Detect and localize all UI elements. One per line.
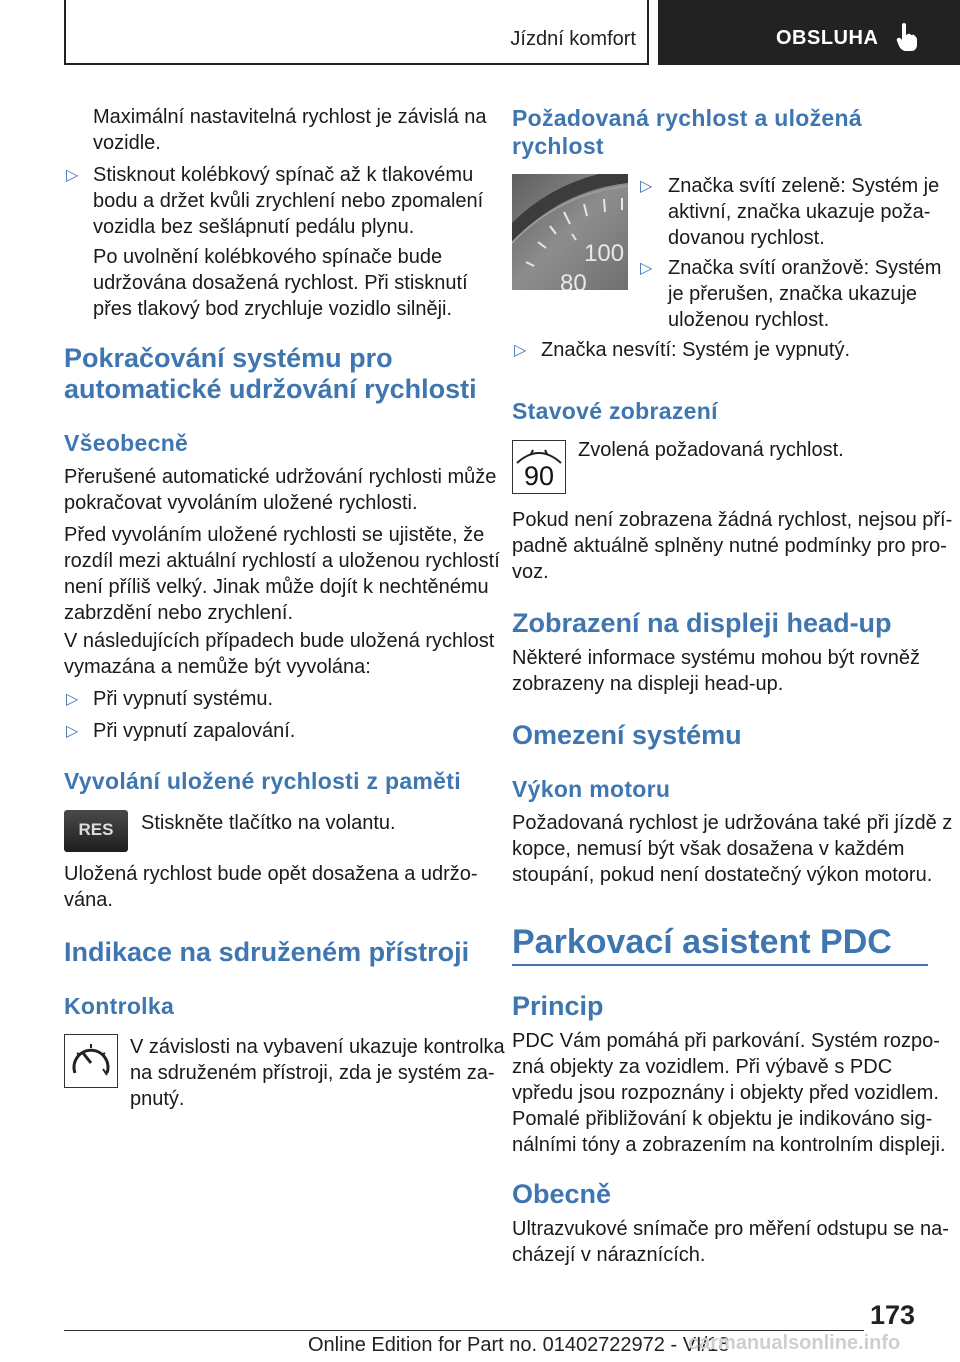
chapter-label: OBSLUHA [776,27,879,49]
section-rule [512,964,928,966]
watermark: carmanualsonline.info [688,1332,901,1354]
header-right-border [647,0,649,65]
heading-system-limits: Omezení systému [512,720,742,750]
paragraph: Maximální nastavitelná rychlost je závislá na vozidle. [93,106,487,154]
footer-edition: Online Edition for Part no. 01402722972 - VI/18 [308,1334,730,1356]
paragraph: V následujících případech bude uložená rychlost vymazána a nemůže být vyvolána: [64,630,495,678]
heading-general: Všeobecně [64,430,189,456]
heading-principle: Princip [512,991,604,1021]
paragraph: Pokud není zobrazena žádná rychlost, nejsou pří- padně aktuálně splněny nutné podmínky pro pro- voz. [512,509,953,583]
bullet-text: Značka svítí oranžově: Systém je přerušen, značka ukazuje uloženou rychlost. [668,257,942,331]
paragraph: Některé informace systému mohou být rovněž zobrazeny na displeji head-up. [512,647,920,695]
speedometer-image [512,174,628,290]
bullet-marker: ▷ [66,723,79,740]
lamp-text: V závislosti na vybavení ukazuje kontrolka na sdruženém přístroji, zda je systém za- pnutý. [130,1036,505,1110]
paragraph: Před vyvoláním uložené rychlosti se ujistěte, že rozdíl mezi aktuální rychlostí a uloženou rychlostí není příliš velký. Jinak může dojít k nechtěnému zabrzdění nebo zrychlení. [64,524,500,624]
paragraph: Požadovaná rychlost je udržována také při jízdě z kopce, nemusí být však dosažena v každém stoupání, pokud není dostatečný výkon motoru. [512,812,953,886]
paragraph: Přerušené automatické udržování rychlosti může pokračovat vyvoláním uložené rychlosti. [64,466,497,514]
paragraph: Uložená rychlost bude opět dosažena a udržo- vána. [64,863,478,911]
header-underline [64,63,649,65]
heading-general-2: Obecně [512,1179,612,1209]
paragraph: Po uvolnění kolébkového spínače bude udržována dosažená rychlost. Při stisknutí přes tlakový bod zrychluje vozidlo silněji. [93,246,468,320]
cruise-control-indicator-icon [64,1034,118,1088]
bullet-marker: ▷ [640,260,653,277]
heading-cluster-indication: Indikace na sdruženém přístroji [64,937,470,967]
bullet-text: Značka nesvítí: Systém je vypnutý. [541,339,851,361]
heading-engine-power: Výkon motoru [512,776,671,802]
heading-status-display: Stavové zobrazení [512,398,718,424]
heading-parking-assistant: Parkovací asistent PDC [512,923,892,961]
heading-recall-speed: Vyvolání uložené rychlosti z paměti [64,768,461,794]
status-text: Zvolená požadovaná rychlost. [578,439,844,461]
heading-continue-system: Pokračování systému pro automatické udržování rychlosti [64,343,477,404]
gauge-label-100: 100 [584,240,625,267]
res-button-icon: RES [64,810,128,852]
bullet-marker: ▷ [66,167,79,184]
page-number: 173 [870,1300,916,1330]
header-left-border [64,0,66,65]
heading-desired-stored-speed: Požadovaná rychlost a uložená rychlost [512,105,862,159]
pointing-hand-icon [896,22,918,57]
status-speed-icon: 90 [512,440,566,494]
paragraph: PDC Vám pomáhá při parkování. Systém rozpo- zná objekty za vozidlem. Při výbavě s PDC vpředu jsou rozpoznány i objekty před vozidlem. Pomalé přibližování k objektu je indikováno sig- nálními tóny a zobrazením na kontrolním displeji. [512,1030,946,1156]
gauge-label-80: 80 [560,270,587,290]
bullet-marker: ▷ [66,691,79,708]
paragraph: Ultrazvukové snímače pro měření odstupu se na- cházejí v náraznících. [512,1218,949,1266]
bullet-marker: ▷ [514,342,527,359]
bullet-text: Při vypnutí zapalování. [93,720,296,742]
header-chapter-tab [658,0,960,65]
bullet-text: Při vypnutí systému. [93,688,274,710]
header-section-title: Jízdní komfort [510,28,636,50]
bullet-text: Stisknout kolébkový spínač až k tlakovému bodu a držet kvůli zrychlení nebo zpomalení vozidla bez sešlápnutí pedálu plynu. [93,164,484,238]
bullet-marker: ▷ [640,178,653,195]
footer-rule [64,1330,864,1331]
heading-indicator-lamp: Kontrolka [64,993,175,1019]
bullet-text: Značka svítí zeleně: Systém je aktivní, značka ukazuje poža- dovanou rychlost. [668,175,940,249]
res-text: Stiskněte tlačítko na volantu. [141,812,396,834]
heading-head-up-display: Zobrazení na displeji head-up [512,608,892,638]
